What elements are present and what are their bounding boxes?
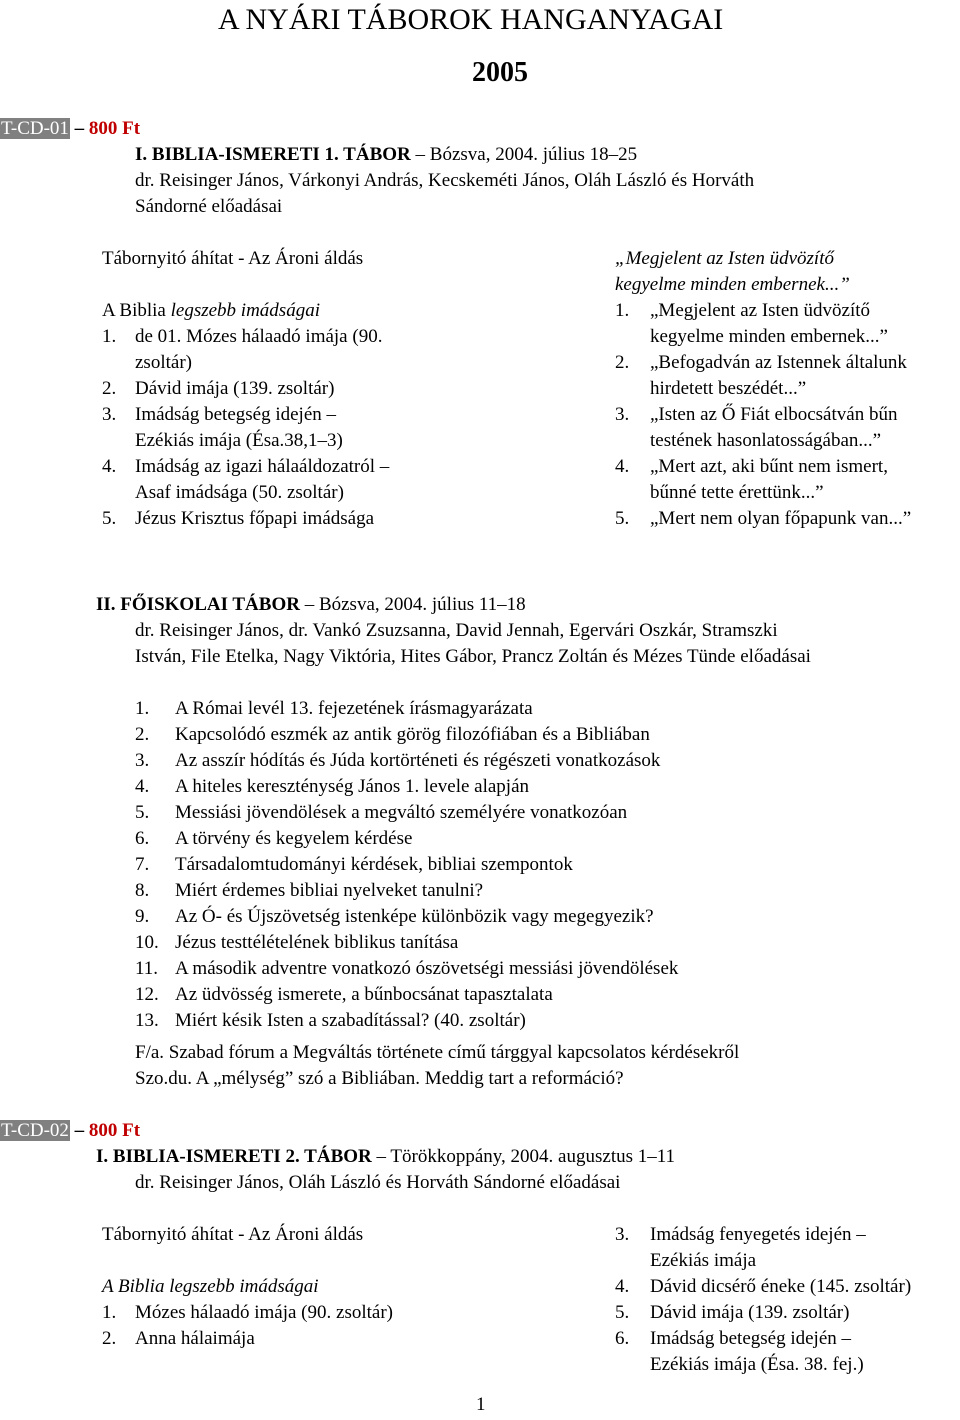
forum-line: F/a. Szabad fórum a Megváltás története című tárggyal kapcsolatos kérdésekről: [135, 1042, 740, 1063]
list-item: 5. „Mert nem olyan főpapunk van...”: [615, 508, 912, 529]
speakers-line: István, File Etelka, Nagy Viktória, Hites Gábor, Prancz Zoltán és Mézes Tünde előadásai: [135, 646, 811, 667]
list-item-number: 11.: [135, 958, 159, 979]
list-item-number: 1.: [135, 698, 150, 719]
speakers-line: dr. Reisinger János, Várkonyi András, Kecskeméti János, Oláh László és Horváth: [135, 170, 755, 191]
list-item-number: 3.: [135, 750, 150, 771]
catalog-line-tcd01: [0, 116, 140, 142]
list-item-text: Jézus testtélételének biblikus tanítása: [175, 932, 459, 953]
list-item: 2. „Befogadván az Istennek általunk hirdetett beszédét...”: [615, 352, 907, 399]
speakers-line: Sándorné előadásai: [135, 196, 283, 217]
list-subtitle: A Biblia legszebb imádságai: [102, 300, 320, 321]
list-item: [135, 748, 935, 774]
document-title: A NYÁRI TÁBOROK HANGANYAGAI: [218, 3, 724, 36]
list-item: [135, 1008, 935, 1034]
list-item-text: Társadalomtudományi kérdések, bibliai szempontok: [175, 854, 573, 875]
sunday-line: Szo.du. A „mélység” szó a Bibliában. Meddig tart a reformáció?: [135, 1068, 624, 1089]
section-heading-rest: – Bózsva, 2004. július 11–18: [304, 594, 526, 615]
list-item: [135, 722, 935, 748]
list-subtitle: A Biblia legszebb imádságai: [102, 1276, 319, 1297]
list-item: 4. „Mert azt, aki bűnt nem ismert, bűnné tette érettünk...”: [615, 456, 888, 503]
list-item: [135, 696, 935, 722]
list-item-text: Miért késik Isten a szabadítással? (40. zsoltár): [175, 1010, 526, 1031]
list-item-text: A Római levél 13. fejezetének írásmagyarázata: [175, 698, 533, 719]
list-item: 2. Dávid imája (139. zsoltár): [102, 378, 335, 399]
prayer-list: [102, 1300, 502, 1352]
list-item: 4. Dávid dicsérő éneke (145. zsoltár): [615, 1276, 912, 1297]
section-heading: [96, 1144, 675, 1170]
list-item-text: A hiteles kereszténység János 1. levele alapján: [175, 776, 530, 797]
section-heading: [135, 142, 637, 168]
list-item-number: 6.: [135, 828, 150, 849]
list-item-number: 9.: [135, 906, 150, 927]
list-item: [135, 904, 935, 930]
list-item-number: 10.: [135, 932, 159, 953]
list-item-number: 13.: [135, 1010, 159, 1031]
list-item: [135, 956, 935, 982]
list-item-number: 12.: [135, 984, 159, 1005]
list-item-number: 8.: [135, 880, 150, 901]
catalog-line-tcd02: [0, 1118, 140, 1144]
dash: –: [74, 1120, 85, 1141]
list-item-text: A törvény és kegyelem kérdése: [175, 828, 413, 849]
document-year: 2005: [472, 57, 528, 88]
section-heading-bold: I. BIBLIA-ISMERETI 2. TÁBOR: [96, 1146, 372, 1167]
list-item: 2. Anna hálaimája: [102, 1328, 255, 1349]
catalog-code: T-CD-02: [1, 1120, 69, 1141]
list-subtitle-rest: legszebb imádságai: [170, 300, 320, 321]
list-item: [135, 930, 935, 956]
list-item-text: Miért érdemes bibliai nyelveket tanulni?: [175, 880, 484, 901]
list-item: 1. de 01. Mózes hálaadó imája (90. zsoltár): [102, 326, 383, 373]
list-item: [135, 878, 935, 904]
list-item: 1. Mózes hálaadó imája (90. zsoltár): [102, 1302, 393, 1323]
right-subtitle: „Megjelent az Isten üdvözítő: [615, 248, 834, 269]
list-item: 1. „Megjelent az Isten üdvözítő kegyelme minden embernek...”: [615, 300, 888, 347]
page-number: 1: [476, 1394, 486, 1415]
right-subtitle: kegyelme minden embernek...”: [615, 274, 850, 295]
list-item: 5. Jézus Krisztus főpapi imádsága: [102, 508, 375, 529]
list-item: 3. Imádság fenyegetés idején – Ezékiás imája: [615, 1224, 866, 1271]
list-item-text: Az üdvösség ismerete, a bűnbocsánat tapasztalata: [175, 984, 553, 1005]
prayer-list: [102, 324, 442, 532]
list-item-number: 4.: [135, 776, 150, 797]
prayer-list: [615, 1222, 960, 1378]
catalog-code: T-CD-01: [1, 118, 69, 139]
section-heading-bold: II. FŐISKOLAI TÁBOR: [96, 594, 300, 615]
list-item-text: Kapcsolódó eszmék az antik görög filozófiában és a Bibliában: [175, 724, 650, 745]
list-item: 3. Imádság betegség idején – Ezékiás imája (Ésa.38,1–3): [102, 404, 343, 451]
speakers-line: dr. Reisinger János, dr. Vankó Zsuzsanna, David Jennah, Egervári Oszkár, Stramszki: [135, 620, 778, 641]
list-item: [135, 826, 935, 852]
list-item-number: 2.: [135, 724, 150, 745]
price: 800 Ft: [88, 118, 141, 139]
dash: –: [74, 118, 85, 139]
list-item-number: 5.: [135, 802, 150, 823]
list-item-text: A második adventre vonatkozó ószövetségi messiási jövendölések: [175, 958, 679, 979]
list-item: 4. Imádság az igazi hálaáldozatról – Asaf imádsága (50. zsoltár): [102, 456, 390, 503]
list-item: [135, 852, 935, 878]
list-item: [135, 982, 935, 1008]
speakers-line: dr. Reisinger János, Oláh László és Horváth Sándorné előadásai: [135, 1172, 621, 1193]
list-item-text: Az asszír hódítás és Júda kortörténeti és régészeti vonatkozások: [175, 750, 661, 771]
lecture-list: [615, 298, 960, 532]
list-item: [135, 800, 935, 826]
section-heading-rest: – Törökkoppány, 2004. augusztus 1–11: [376, 1146, 676, 1167]
section-heading: [96, 592, 526, 618]
price: 800 Ft: [88, 1120, 141, 1141]
section-heading-rest: – Bózsva, 2004. július 18–25: [415, 144, 638, 165]
opening-devotion: Tábornyitó áhítat - Az Ároni áldás: [102, 1224, 364, 1245]
list-item: 6. Imádság betegség idején – Ezékiás imája (Ésa. 38. fej.): [615, 1328, 864, 1375]
lecture-list: [135, 696, 935, 1034]
list-item-text: Az Ó- és Újszövetség istenképe különbözik vagy megegyezik?: [175, 906, 654, 927]
list-item: 5. Dávid imája (139. zsoltár): [615, 1302, 850, 1323]
list-item-number: 7.: [135, 854, 150, 875]
list-item-text: Messiási jövendölések a megváltó személyére vonatkozóan: [175, 802, 628, 823]
list-item: [135, 774, 935, 800]
section-heading-bold: I. BIBLIA-ISMERETI 1. TÁBOR: [135, 144, 411, 165]
list-item: 3. „Isten az Ő Fiát elbocsátván bűn testének hasonlatosságában...”: [615, 404, 898, 451]
opening-devotion: Tábornyitó áhítat - Az Ároni áldás: [102, 248, 364, 269]
